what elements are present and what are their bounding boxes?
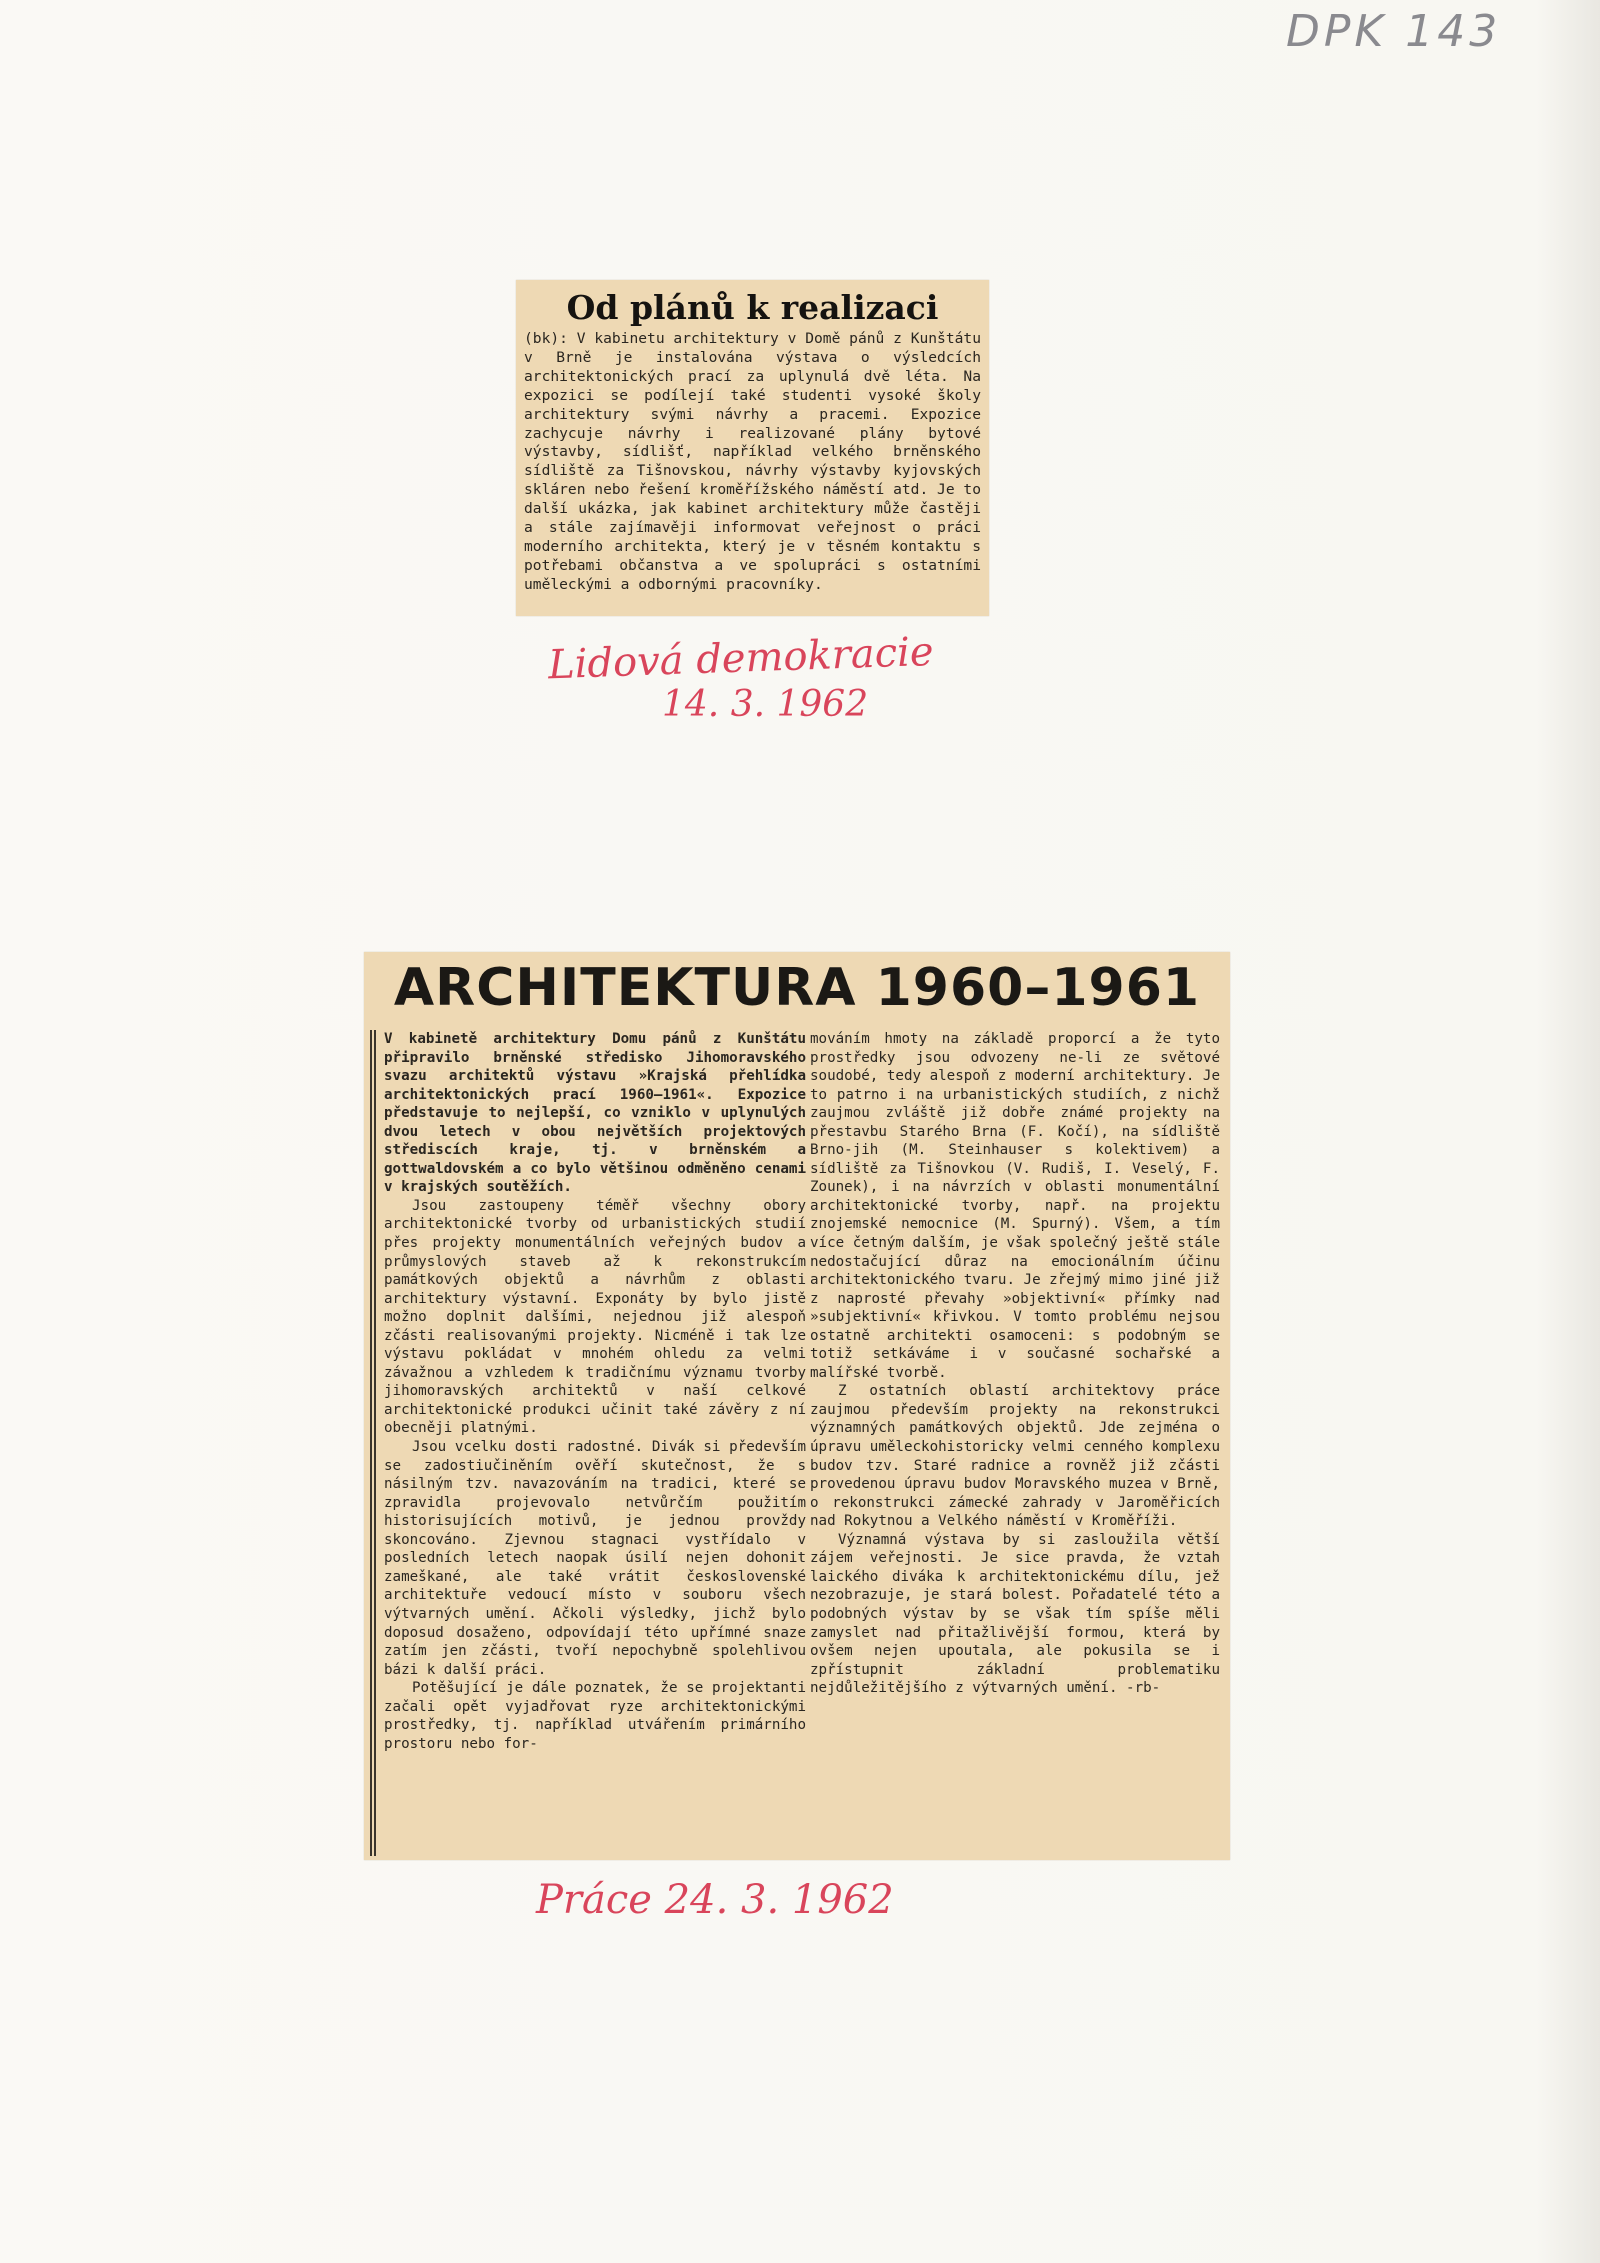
newspaper-clipping-1	[516, 280, 989, 616]
handwritten-source-1: Lidová demokracie	[547, 628, 935, 689]
clipping-1-body	[524, 330, 981, 612]
clipping-1-headline: Od plánů k realizaci	[566, 288, 939, 327]
article-paragraph: Jsou vcelku dosti radostné. Divák si především se zadostiučiněním ověří skutečnost, že s násilným tzv. navazováním na tradici, které se zpravidla projevovalo netvůrčím použitím historisujících motivů, je jednou provždy skoncováno. Zjevnou stagnaci vystřídalo v posledních letech naopak úsilí nejen dohonit zameškané, ale také vrátit československé architektuře vedoucí místo v souboru všech výtvarných umění. Ačkoli výsledky, jichž bylo doposud dosaženo, odpovídají této upřímné snaze zatím jen zčásti, tvoří nepochybně spolehlivou bázi k další práci.	[384, 1439, 806, 1678]
article-paragraph: Významná výstava by si zasloužila větší zájem veřejnosti. Je sice pravda, že vztah laického diváka k architektonickému dílu, jež nezobrazuje, je stará bolest. Pořadatelé této a podobných výstav by se však tím spíše měli zamyslet nad přitažlivější formou, která by ovšem nejen upoutala, ale pokusila se i zpřístupnit základní problematiku nejdůležitějšího z výtvarných umění. -rb-	[810, 1531, 1220, 1697]
article-paragraph: mováním hmoty na základě proporcí a že tyto prostředky jsou odvozeny ne-li ze světové soudobé, tedy alespoň z moderní architektury. Je to patrno i na urbanistických studiích, z nichž zaujmou zvláště již dobře známé projekty na přestavbu Starého Brna (F. Kočí), na sídliště Brno-jih (M. Steinhauser s kolektivem) a sídliště za Tišnovkou (V. Rudiš, I. Veselý, F. Zounek), i na návrzích v oblasti monumentální architektonické tvorby, např. na projektu znojemské nemocnice (M. Spurný). Všem, a tím více četným dalším, je však společný ještě stále nedostačující důraz na emocionálním účinu architektonického tvaru. Je zřejmý mimo jiné již z naprosté převahy »objektivní« přímky nad »subjektivní« křivkou. V tomto problému nejsou ostatně architekti osamoceni: s podobným se totiž setkáváme i v současné sochařské a malířské tvorbě.	[810, 1031, 1220, 1381]
clipping-2-left-column	[370, 1030, 806, 1856]
article-paragraph: Z ostatních oblastí architektovy práce zaujmou především projekty na rekonstrukci významných památkových objektů. Jde zejména o úpravu uměleckohistoricky velmi cenného komplexu budov tzv. Staré radnice a rovněž již zčásti provedenou úpravu budov Moravského muzea v Brně, o rekonstrukci zámecké zahrady v Jaroměřicích nad Rokytnou a Velkého náměstí v Kroměříži.	[810, 1383, 1220, 1530]
clipping-2-right-column	[810, 1030, 1220, 1856]
clipping-2-headline: ARCHITEKTURA 1960–1961	[393, 958, 1201, 1018]
handwritten-source-date-2: Práce 24. 3. 1962	[536, 1877, 894, 1923]
clipping-1-paragraph: (bk): V kabinetu architektury v Domě pánů z Kunštátu v Brně je instalována výstava o výsledcích architektonických prací za uplynulá dvě léta. Na expozici se podílejí také studenti vysoké školy architektury svými návrhy a pracemi. Expozice zachycuje návrhy i realizované plány bytové výstavby, sídlišť, například velkého brněnského sídliště za Tišnovskou, návrhy výstavby kyjovských skláren nebo řešení kroměřížského náměstí atd. Je to další ukázka, jak kabinet architektury může častěji a stále zajímavěji informovat veřejnost o práci moderního architekta, který je v těsném kontaktu s potřebami občanstva a ve spolupráci s ostatními uměleckými a odbornými pracovníky.	[524, 330, 981, 593]
article-paragraph: Jsou zastoupeny téměř všechny obory architektonické tvorby od urbanistických studií přes projekty monumentálních veřejných budov a průmyslových staveb až k rekonstrukcím památkových objektů a návrhům z oblasti architektury výstavní. Exponáty by bylo jistě možno doplnit dalšími, nejednou již alespoň zčásti realisovanými projekty. Nicméně i tak lze výstavu pokládat v mnohém ohledu za velmi závažnou a vzhledem k tradičnímu významu tvorby jihomoravských architektů v naší celkové architektonické produkci učinit také závěry z ní obecněji platnými.	[384, 1197, 806, 1437]
article-lead-paragraph: V kabinetě architektury Domu pánů z Kunštátu připravilo brněnské středisko Jihomoravského svazu architektů výstavu »Krajská přehlídka architektonických prací 1960—1961«. Expozice představuje to nejlepší, co vzniklo v uplynulých dvou letech v obou největších projektových střediscích kraje, tj. v brněnském a gottwaldovském a co bylo většinou odměněno cenami v krajských soutěžích.	[384, 1031, 806, 1196]
handwritten-date-1: 14. 3. 1962	[662, 684, 869, 725]
article-paragraph: Potěšující je dále poznatek, že se projektanti začali opět vyjadřovat ryze architektonickými prostředky, tj. například utvářením primárního prostoru nebo for-	[384, 1680, 806, 1752]
newspaper-clipping-2	[364, 952, 1230, 1860]
archive-number: DPK 143	[1286, 6, 1502, 57]
